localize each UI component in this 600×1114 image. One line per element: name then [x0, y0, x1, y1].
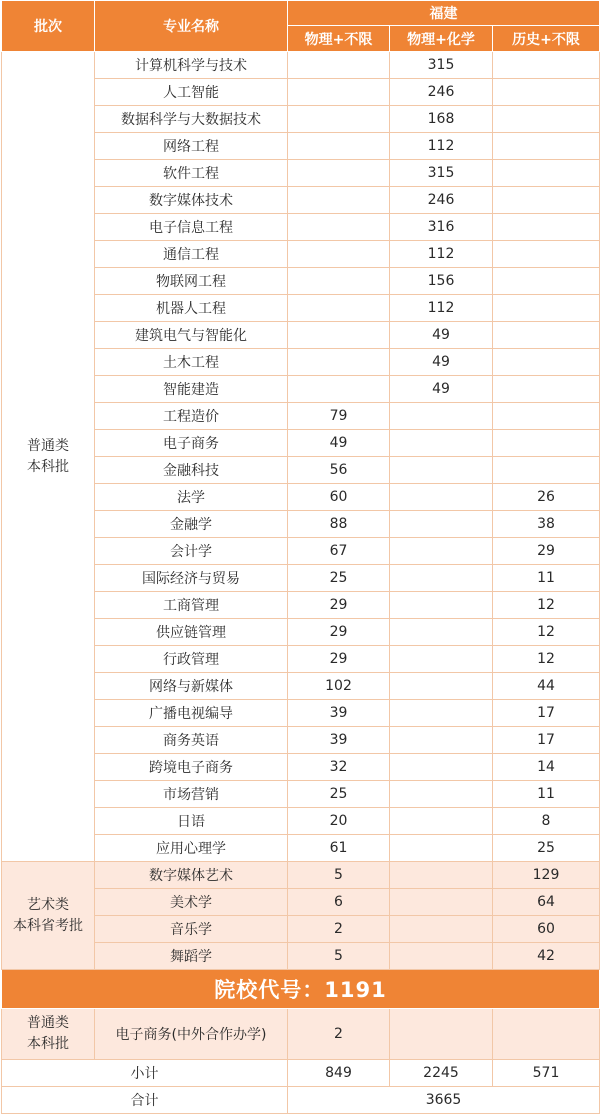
quota-cell: 102: [288, 673, 390, 700]
quota-cell: 112: [390, 133, 493, 160]
major-name-cell: 工商管理: [95, 592, 288, 619]
major-name-cell: 物联网工程: [95, 268, 288, 295]
quota-cell: [493, 79, 600, 106]
major-name-cell: 电子信息工程: [95, 214, 288, 241]
subtotal-cell: 571: [493, 1060, 600, 1087]
header-physics-chemistry: 物理+化学: [390, 26, 493, 52]
quota-cell: [390, 484, 493, 511]
quota-cell: 61: [288, 835, 390, 862]
quota-cell: 2: [288, 916, 390, 943]
quota-cell: 129: [493, 862, 600, 889]
quota-cell: 32: [288, 754, 390, 781]
major-name-cell: 广播电视编导: [95, 700, 288, 727]
major-name-cell: 日语: [95, 808, 288, 835]
quota-cell: 25: [288, 565, 390, 592]
table-body: [2, 52, 600, 1114]
quota-cell: [390, 403, 493, 430]
quota-cell: 39: [288, 727, 390, 754]
major-name-cell: 通信工程: [95, 241, 288, 268]
quota-cell: [390, 889, 493, 916]
quota-cell: 39: [288, 700, 390, 727]
quota-cell: 29: [493, 538, 600, 565]
major-name-cell: 舞蹈学: [95, 943, 288, 970]
table-header: [2, 1, 600, 52]
quota-cell: [493, 403, 600, 430]
quota-cell: 88: [288, 511, 390, 538]
school-code-text: 院校代号：1191: [2, 970, 600, 1009]
header-batch: 批次: [2, 1, 95, 52]
quota-cell: 14: [493, 754, 600, 781]
quota-cell: [390, 727, 493, 754]
quota-cell: [493, 187, 600, 214]
quota-cell: [288, 79, 390, 106]
total-row: [2, 1087, 600, 1114]
quota-cell: 246: [390, 187, 493, 214]
major-name-cell: 供应链管理: [95, 619, 288, 646]
quota-cell: [493, 160, 600, 187]
major-name-cell: 应用心理学: [95, 835, 288, 862]
table-row: [2, 52, 600, 79]
quota-cell: [390, 754, 493, 781]
major-name-cell: 跨境电子商务: [95, 754, 288, 781]
quota-cell: [390, 943, 493, 970]
major-name-cell: 市场营销: [95, 781, 288, 808]
subtotal-row: [2, 1060, 600, 1087]
quota-cell: [390, 619, 493, 646]
quota-cell: 12: [493, 619, 600, 646]
major-name-cell: 数字媒体艺术: [95, 862, 288, 889]
major-name-cell: 人工智能: [95, 79, 288, 106]
quota-cell: 49: [390, 349, 493, 376]
quota-cell: 5: [288, 943, 390, 970]
quota-cell: [390, 808, 493, 835]
major-name-cell: 数据科学与大数据技术: [95, 106, 288, 133]
quota-cell: [288, 106, 390, 133]
quota-cell: 79: [288, 403, 390, 430]
batch-group-label: 普通类 本科批: [2, 52, 95, 862]
quota-cell: [390, 1009, 493, 1060]
major-name-cell: 工程造价: [95, 403, 288, 430]
subtotal-cell: 849: [288, 1060, 390, 1087]
quota-cell: 25: [288, 781, 390, 808]
quota-cell: 246: [390, 79, 493, 106]
total-label: 合计: [2, 1087, 288, 1114]
batch-group-label: 普通类 本科批: [2, 1009, 95, 1060]
header-major: 专业名称: [95, 1, 288, 52]
major-name-cell: 金融学: [95, 511, 288, 538]
subtotal-label: 小计: [2, 1060, 288, 1087]
major-name-cell: 软件工程: [95, 160, 288, 187]
quota-cell: [493, 1009, 600, 1060]
major-name-cell: 网络与新媒体: [95, 673, 288, 700]
major-name-cell: 智能建造: [95, 376, 288, 403]
quota-cell: [288, 322, 390, 349]
major-name-cell: 数字媒体技术: [95, 187, 288, 214]
quota-cell: 112: [390, 295, 493, 322]
quota-cell: 316: [390, 214, 493, 241]
major-name-cell: 音乐学: [95, 916, 288, 943]
quota-cell: [493, 268, 600, 295]
quota-cell: 168: [390, 106, 493, 133]
quota-cell: 49: [390, 376, 493, 403]
major-name-cell: 土木工程: [95, 349, 288, 376]
school-code-banner: [2, 970, 600, 1009]
subtotal-cell: 2245: [390, 1060, 493, 1087]
quota-cell: 56: [288, 457, 390, 484]
major-name-cell: 建筑电气与智能化: [95, 322, 288, 349]
header-province: 福建: [288, 1, 600, 26]
quota-cell: [493, 430, 600, 457]
quota-cell: 17: [493, 727, 600, 754]
quota-cell: [288, 295, 390, 322]
quota-cell: [390, 511, 493, 538]
quota-cell: [493, 106, 600, 133]
quota-cell: [288, 187, 390, 214]
total-value: 3665: [288, 1087, 600, 1114]
quota-cell: 156: [390, 268, 493, 295]
quota-cell: [390, 646, 493, 673]
table-row: [2, 862, 600, 889]
quota-cell: 5: [288, 862, 390, 889]
quota-cell: [493, 376, 600, 403]
quota-cell: [288, 52, 390, 79]
quota-cell: 49: [288, 430, 390, 457]
major-name-cell: 计算机科学与技术: [95, 52, 288, 79]
major-name-cell: 会计学: [95, 538, 288, 565]
quota-cell: 25: [493, 835, 600, 862]
quota-cell: [288, 160, 390, 187]
quota-cell: [493, 457, 600, 484]
quota-cell: [493, 214, 600, 241]
quota-cell: 29: [288, 646, 390, 673]
quota-cell: [493, 295, 600, 322]
quota-cell: [390, 457, 493, 484]
quota-cell: [390, 673, 493, 700]
quota-cell: [493, 241, 600, 268]
quota-cell: [493, 349, 600, 376]
quota-cell: [493, 52, 600, 79]
major-name-cell: 网络工程: [95, 133, 288, 160]
major-name-cell: 金融科技: [95, 457, 288, 484]
header-history-any: 历史+不限: [493, 26, 600, 52]
quota-cell: 42: [493, 943, 600, 970]
major-name-cell: 商务英语: [95, 727, 288, 754]
quota-cell: [390, 862, 493, 889]
quota-cell: [390, 916, 493, 943]
major-name-cell: 国际经济与贸易: [95, 565, 288, 592]
quota-cell: [288, 376, 390, 403]
quota-cell: [390, 430, 493, 457]
quota-cell: 12: [493, 646, 600, 673]
quota-cell: [288, 133, 390, 160]
major-name-cell: 机器人工程: [95, 295, 288, 322]
quota-cell: 29: [288, 592, 390, 619]
quota-cell: [390, 700, 493, 727]
quota-cell: 26: [493, 484, 600, 511]
quota-cell: 38: [493, 511, 600, 538]
quota-cell: 315: [390, 52, 493, 79]
major-name-cell: 美术学: [95, 889, 288, 916]
quota-cell: [288, 214, 390, 241]
quota-cell: 11: [493, 781, 600, 808]
enrollment-plan-table: [1, 0, 600, 1114]
quota-cell: [288, 349, 390, 376]
quota-cell: 17: [493, 700, 600, 727]
batch-group-label: 艺术类 本科省考批: [2, 862, 95, 970]
quota-cell: 29: [288, 619, 390, 646]
quota-cell: 60: [493, 916, 600, 943]
quota-cell: 112: [390, 241, 493, 268]
quota-cell: [288, 268, 390, 295]
quota-cell: 315: [390, 160, 493, 187]
major-name-cell: 行政管理: [95, 646, 288, 673]
quota-cell: 11: [493, 565, 600, 592]
quota-cell: 8: [493, 808, 600, 835]
header-physics-any: 物理+不限: [288, 26, 390, 52]
quota-cell: 60: [288, 484, 390, 511]
quota-cell: [493, 322, 600, 349]
major-name-cell: 电子商务(中外合作办学): [95, 1009, 288, 1060]
quota-cell: [493, 133, 600, 160]
quota-cell: [390, 835, 493, 862]
table-row: [2, 1009, 600, 1060]
quota-cell: [390, 565, 493, 592]
quota-cell: 6: [288, 889, 390, 916]
quota-cell: 49: [390, 322, 493, 349]
quota-cell: [390, 538, 493, 565]
quota-cell: [288, 241, 390, 268]
major-name-cell: 法学: [95, 484, 288, 511]
quota-cell: [390, 592, 493, 619]
major-name-cell: 电子商务: [95, 430, 288, 457]
quota-cell: 20: [288, 808, 390, 835]
quota-cell: 44: [493, 673, 600, 700]
quota-cell: 12: [493, 592, 600, 619]
quota-cell: 67: [288, 538, 390, 565]
quota-cell: [390, 781, 493, 808]
quota-cell: 2: [288, 1009, 390, 1060]
quota-cell: 64: [493, 889, 600, 916]
